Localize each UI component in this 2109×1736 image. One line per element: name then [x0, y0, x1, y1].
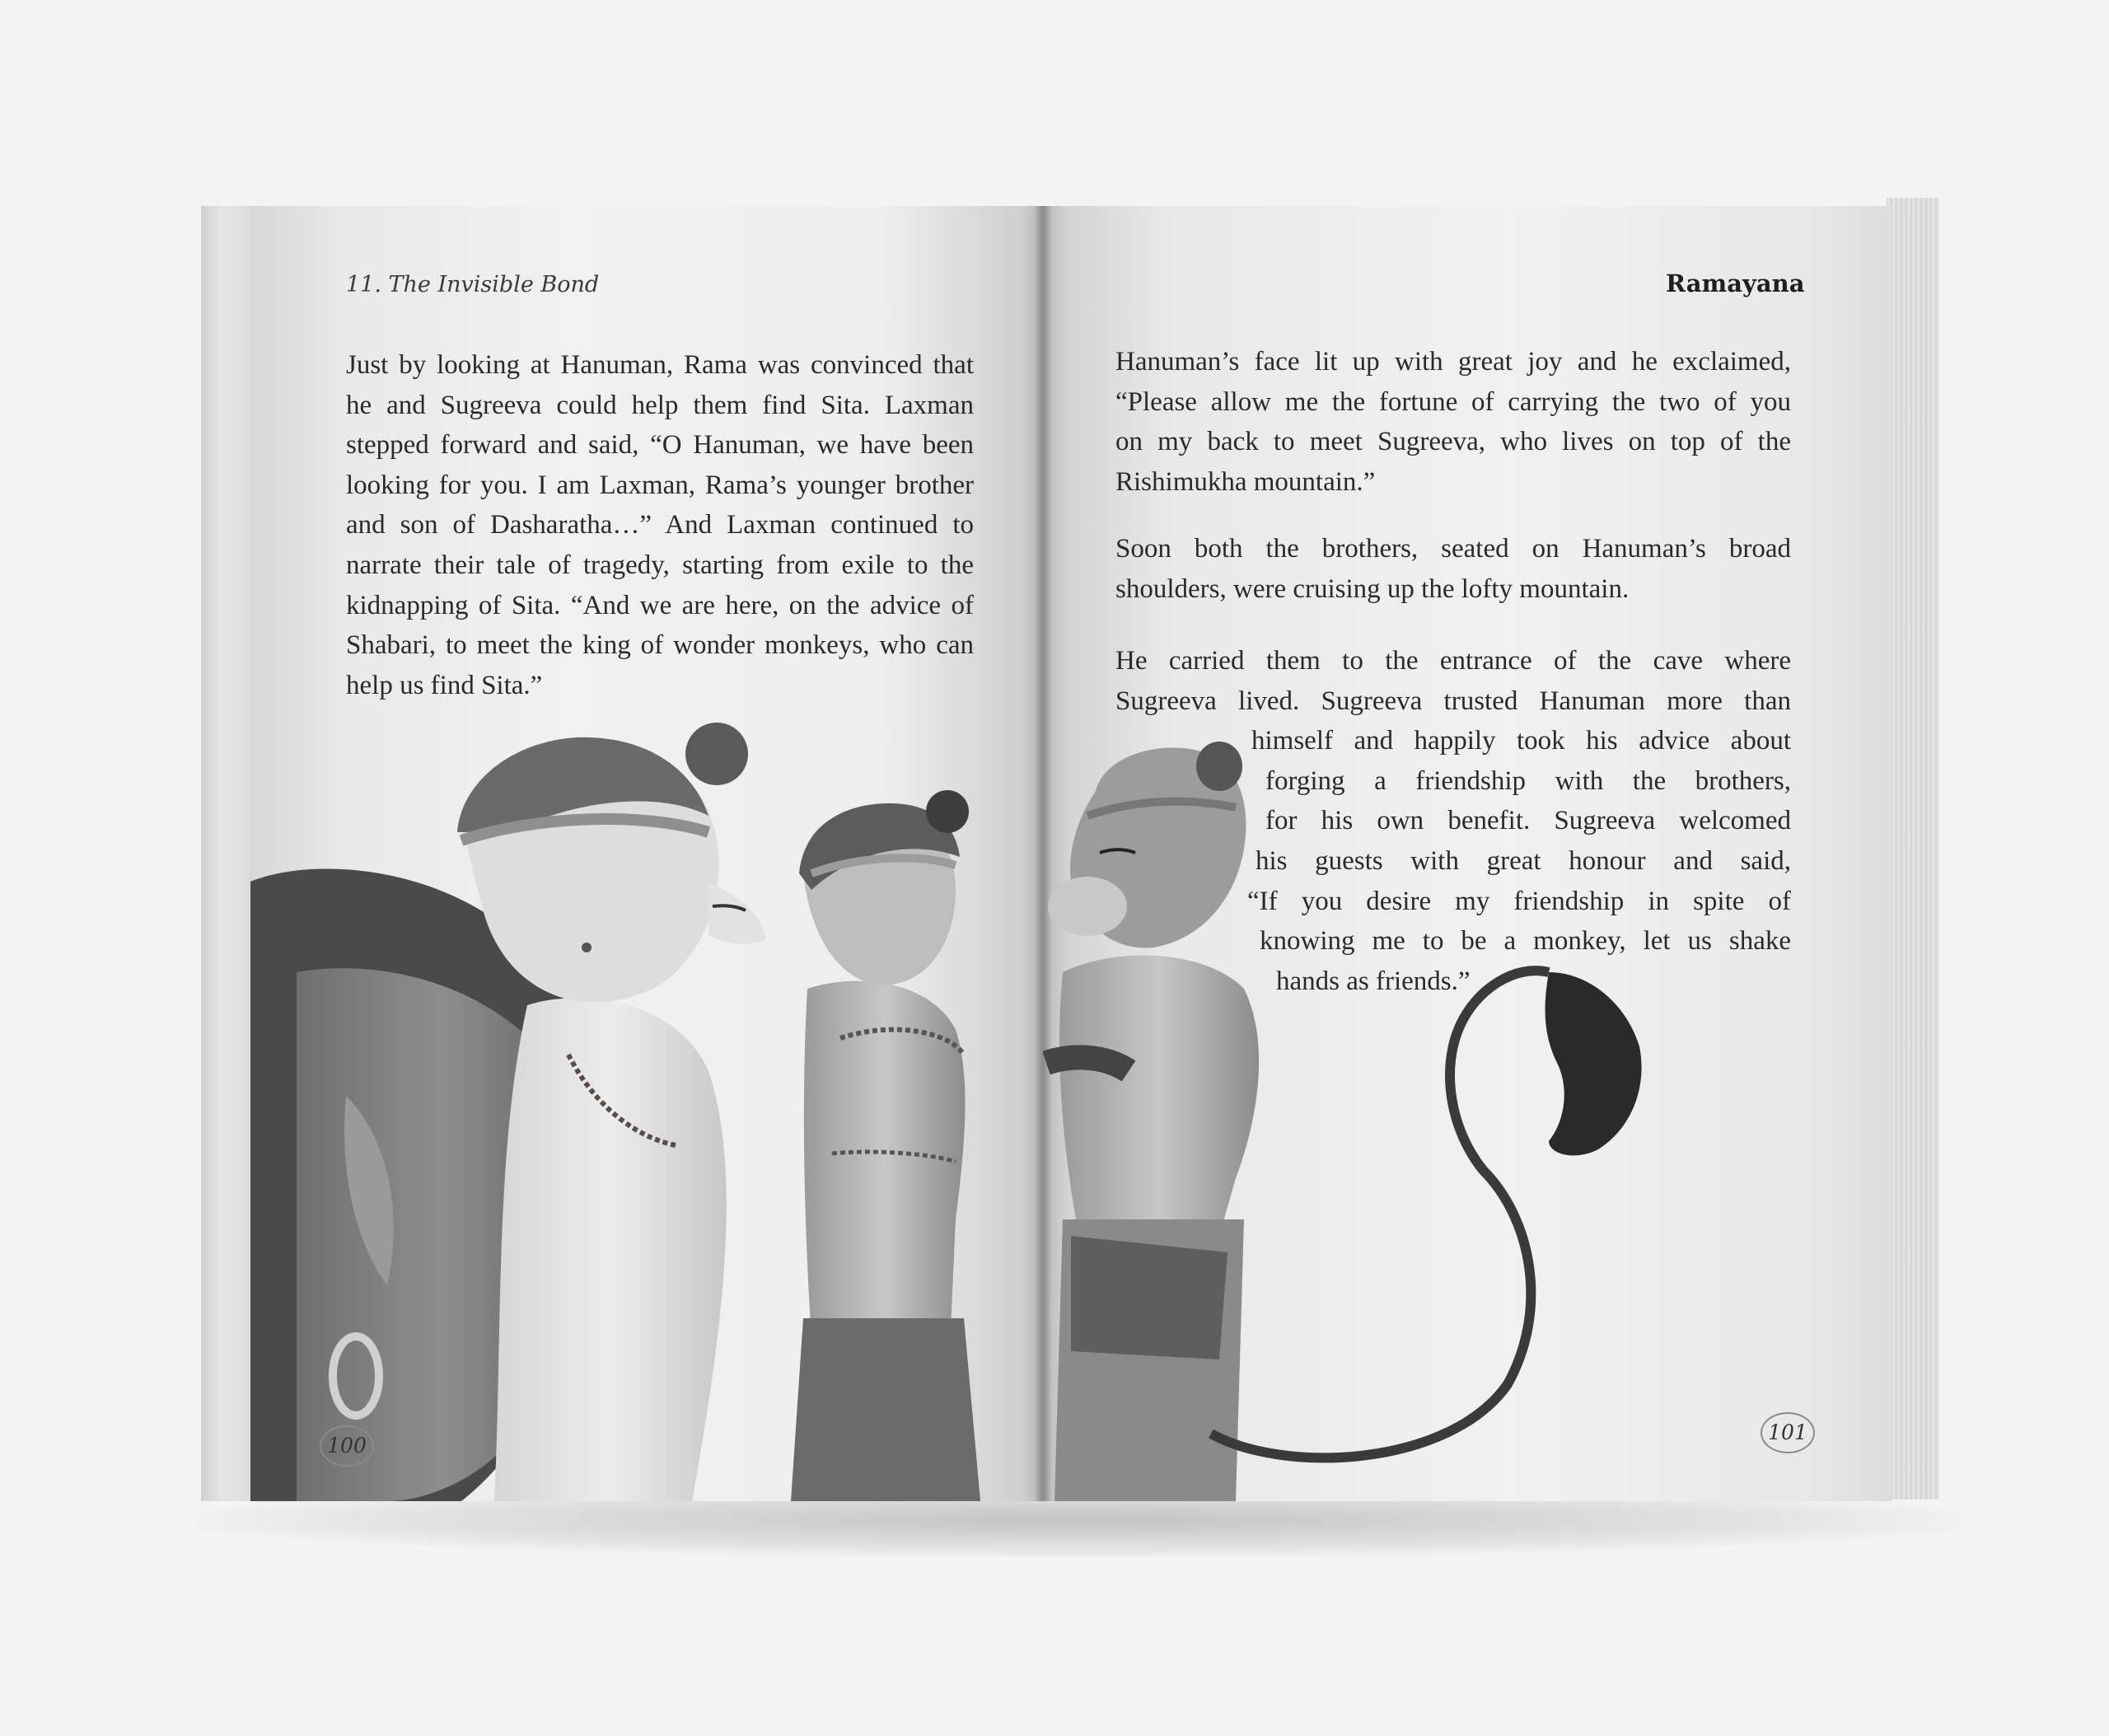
- text-line: Just by looking at Hanuman, Rama was convinced that: [346, 350, 974, 380]
- text-line: Sugreeva lived. Sugreeva trusted Hanuman more than: [1115, 686, 1791, 716]
- text-line: kidnapping of Sita. “And we are here, on the advice of: [346, 590, 974, 620]
- chapter-header: 11. The Invisible Bond: [346, 272, 600, 297]
- text-line: himself and happily took his advice about: [1251, 726, 1791, 756]
- hanuman-tail: [1211, 971, 1642, 1458]
- text-line: Shabari, to meet the king of wonder monkeys, who can: [346, 630, 974, 661]
- text-line: “Please allow me the fortune of carrying the two of you: [1115, 386, 1791, 417]
- text-line: Rishimukha mountain.”: [1115, 466, 1376, 497]
- text-line: he and Sugreeva could help them find Sita. Laxman: [346, 390, 974, 420]
- right-page-paragraph-1: [1115, 342, 1791, 502]
- text-line: looking for you. I am Laxman, Rama’s younger brother: [346, 470, 974, 500]
- right-page-paragraph-2: [1115, 529, 1791, 609]
- left-page-paragraph: [346, 345, 974, 705]
- laxman-figure: [791, 790, 980, 1501]
- text-line: forging a friendship with the brothers,: [1265, 765, 1791, 796]
- text-line: knowing me to be a monkey, let us shake: [1260, 926, 1791, 957]
- text-line: stepped forward and said, “O Hanuman, we have been: [346, 430, 974, 461]
- text-line: narrate their tale of tragedy, starting from exile to the: [346, 550, 974, 580]
- text-line: Soon both the brothers, seated on Hanuman’s broad: [1115, 534, 1791, 564]
- text-line: help us find Sita.”: [346, 670, 543, 700]
- text-line: and son of Dasharatha…” And Laxman continued to: [346, 510, 974, 540]
- text-line: for his own benefit. Sugreeva welcomed: [1265, 806, 1791, 836]
- text-line: on my back to meet Sugreeva, who lives on top of the: [1115, 427, 1791, 457]
- page-number-right: 101: [1761, 1412, 1815, 1453]
- text-line: hands as friends.”: [1276, 966, 1471, 996]
- text-line: He carried them to the entrance of the cave where: [1115, 646, 1791, 676]
- text-line: his guests with great honour and said,: [1256, 845, 1791, 876]
- book-title-header: Ramayana: [1666, 269, 1805, 297]
- right-page-paragraph-3: [1115, 641, 1791, 1001]
- text-line: “If you desire my friendship in spite of: [1247, 886, 1791, 916]
- page-number-left: 100: [320, 1425, 374, 1467]
- text-line: shoulders, were cruising up the lofty mountain.: [1115, 573, 1630, 604]
- text-line: Hanuman’s face lit up with great joy and he exclaimed,: [1115, 347, 1791, 377]
